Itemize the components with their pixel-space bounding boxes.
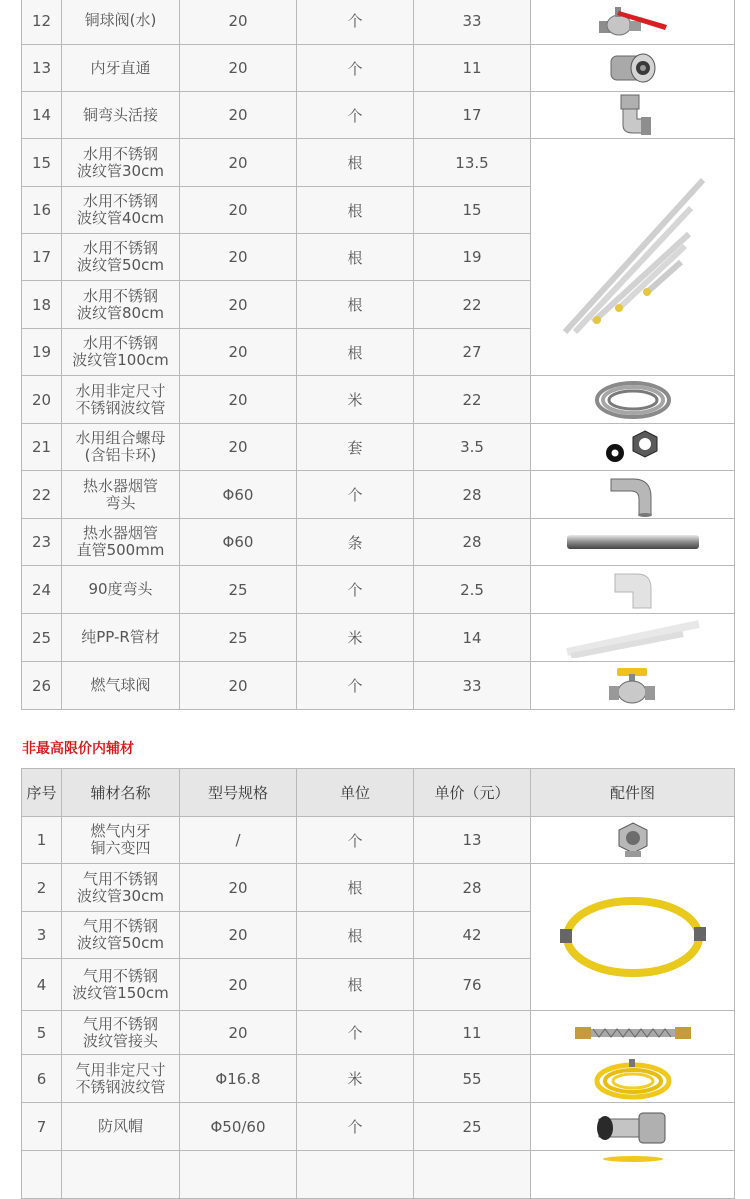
item-name-line1: 水用非定尺寸 bbox=[75, 381, 166, 400]
item-name-line2: (含铝卡环) bbox=[84, 446, 157, 464]
item-name-line1: 热水器烟管 bbox=[82, 476, 158, 495]
non-price-capped-table bbox=[21, 768, 735, 1199]
item-image bbox=[531, 662, 735, 710]
item-spec: 20 bbox=[180, 329, 297, 376]
item-image bbox=[531, 45, 735, 92]
item-unit: 个 bbox=[297, 45, 414, 92]
item-price: 28 bbox=[414, 519, 531, 566]
item-name: 铜弯头活接 bbox=[62, 92, 180, 139]
item-price: 22 bbox=[414, 281, 531, 329]
item-price: 55 bbox=[414, 1055, 531, 1103]
item-image bbox=[531, 376, 735, 424]
item-spec: Φ16.8 bbox=[180, 1055, 297, 1103]
row-number: 7 bbox=[22, 1103, 62, 1151]
row-number: 21 bbox=[22, 424, 62, 471]
female-straight-coupling-icon bbox=[605, 48, 661, 88]
item-unit: 根 bbox=[297, 329, 414, 376]
row-number: 5 bbox=[22, 1011, 62, 1055]
item-name-line1: 水用不锈钢 bbox=[82, 334, 158, 352]
item-unit: 条 bbox=[297, 519, 414, 566]
item-name: 纯PP-R管材 bbox=[62, 614, 180, 662]
item-image bbox=[531, 1151, 735, 1199]
item-name-line1: 气用不锈钢 bbox=[82, 917, 158, 935]
item-name: 内牙直通 bbox=[62, 45, 180, 92]
item-name bbox=[62, 864, 180, 912]
item-price: 13.5 bbox=[414, 139, 531, 187]
item-image bbox=[531, 614, 735, 662]
corrugated-pipes-icon bbox=[553, 172, 713, 342]
row-number: 4 bbox=[22, 959, 62, 1011]
item-spec: Φ50/60 bbox=[180, 1103, 297, 1151]
item-name-line1: 气用不锈钢 bbox=[82, 869, 158, 888]
item-unit: 个 bbox=[297, 1011, 414, 1055]
item-name bbox=[62, 1011, 180, 1055]
item-spec: 20 bbox=[180, 864, 297, 912]
item-spec: Φ60 bbox=[180, 471, 297, 519]
item-name bbox=[62, 519, 180, 566]
item-name-line2: 铜六变四 bbox=[90, 839, 151, 857]
table-row bbox=[22, 566, 735, 614]
item-name-line2: 弯头 bbox=[105, 493, 136, 512]
table-row bbox=[22, 614, 735, 662]
item-unit: 根 bbox=[297, 139, 414, 187]
item-name-line2: 波纹管100cm bbox=[72, 351, 169, 369]
item-name-line1: 气用不锈钢 bbox=[82, 966, 158, 985]
item-image bbox=[531, 519, 735, 566]
col-header-image: 配件图 bbox=[531, 769, 735, 817]
item-spec: 20 bbox=[180, 959, 297, 1011]
row-number: 25 bbox=[22, 614, 62, 662]
item-price: 27 bbox=[414, 329, 531, 376]
item-name-line1: 热水器烟管 bbox=[82, 524, 158, 542]
item-name-line2: 波纹管40cm bbox=[77, 209, 164, 227]
item-name-line1: 气用不锈钢 bbox=[82, 1014, 158, 1033]
item-image bbox=[531, 471, 735, 519]
item-unit: 根 bbox=[297, 959, 414, 1011]
item-image bbox=[531, 0, 735, 45]
col-header-name: 辅材名称 bbox=[62, 769, 180, 817]
row-number: 22 bbox=[22, 471, 62, 519]
col-header-spec: 型号规格 bbox=[180, 769, 297, 817]
section-title: 非最高限价内辅材 bbox=[22, 741, 134, 757]
item-price: 13 bbox=[414, 817, 531, 864]
item-name: 燃气球阀 bbox=[62, 662, 180, 710]
item-name-line2: 波纹管30cm bbox=[77, 161, 164, 180]
item-name-line2: 波纹管80cm bbox=[77, 303, 164, 322]
item-price: 28 bbox=[414, 471, 531, 519]
item-name-line1: 水用不锈钢 bbox=[82, 192, 158, 210]
item-spec: 20 bbox=[180, 662, 297, 710]
item-unit: 米 bbox=[297, 376, 414, 424]
item-unit: 个 bbox=[297, 1103, 414, 1151]
col-header-price: 单价（元） bbox=[414, 769, 531, 817]
item-name bbox=[62, 1151, 180, 1199]
item-name-line2: 不锈钢波纹管 bbox=[75, 1077, 166, 1096]
item-name-line2: 不锈钢波纹管 bbox=[75, 398, 166, 417]
item-unit: 个 bbox=[297, 0, 414, 45]
item-price: 42 bbox=[414, 912, 531, 959]
item-name bbox=[62, 912, 180, 959]
item-unit: 根 bbox=[297, 281, 414, 329]
item-spec: 20 bbox=[180, 424, 297, 471]
item-price: 28 bbox=[414, 864, 531, 912]
item-image bbox=[531, 1011, 735, 1055]
item-name bbox=[62, 959, 180, 1011]
row-number: 6 bbox=[22, 1055, 62, 1103]
item-name-line1: 燃气内牙 bbox=[90, 822, 151, 840]
item-unit: 个 bbox=[297, 92, 414, 139]
item-name bbox=[62, 471, 180, 519]
item-image bbox=[531, 424, 735, 471]
item-name-line1: 水用不锈钢 bbox=[82, 286, 158, 305]
table-row bbox=[22, 376, 735, 424]
table-row bbox=[22, 45, 735, 92]
item-image bbox=[531, 1103, 735, 1151]
item-name-line1: 水用不锈钢 bbox=[82, 144, 158, 163]
item-price: 25 bbox=[414, 1103, 531, 1151]
item-price: 15 bbox=[414, 187, 531, 234]
item-price bbox=[414, 1151, 531, 1199]
table-row bbox=[22, 817, 735, 864]
item-name: 铜球阀(水) bbox=[62, 0, 180, 45]
item-price: 3.5 bbox=[414, 424, 531, 471]
item-image bbox=[531, 817, 735, 864]
item-spec: 20 bbox=[180, 281, 297, 329]
table-row bbox=[22, 1011, 735, 1055]
item-price: 17 bbox=[414, 92, 531, 139]
row-number: 23 bbox=[22, 519, 62, 566]
item-price: 33 bbox=[414, 662, 531, 710]
item-spec: 25 bbox=[180, 614, 297, 662]
row-number: 18 bbox=[22, 281, 62, 329]
table-row bbox=[22, 471, 735, 519]
item-price: 33 bbox=[414, 0, 531, 45]
item-price: 11 bbox=[414, 45, 531, 92]
item-spec: 20 bbox=[180, 0, 297, 45]
table-row-partial bbox=[22, 1151, 735, 1199]
item-name bbox=[62, 281, 180, 329]
item-price: 14 bbox=[414, 614, 531, 662]
coiled-stainless-hose-icon bbox=[591, 378, 675, 422]
item-name bbox=[62, 329, 180, 376]
row-number: 19 bbox=[22, 329, 62, 376]
nut-and-ring-icon bbox=[601, 427, 665, 467]
item-spec: 20 bbox=[180, 376, 297, 424]
copper-elbow-union-icon bbox=[611, 93, 655, 137]
item-spec: 20 bbox=[180, 912, 297, 959]
item-price: 19 bbox=[414, 234, 531, 281]
item-unit: 个 bbox=[297, 471, 414, 519]
item-price: 76 bbox=[414, 959, 531, 1011]
row-number: 14 bbox=[22, 92, 62, 139]
item-unit: 根 bbox=[297, 912, 414, 959]
table-row bbox=[22, 424, 735, 471]
item-spec bbox=[180, 1151, 297, 1199]
hex-adapter-icon bbox=[613, 821, 653, 859]
item-image bbox=[531, 566, 735, 614]
accessory-price-table bbox=[21, 0, 735, 710]
gas-ball-valve-icon bbox=[607, 666, 659, 706]
table-row bbox=[22, 864, 735, 912]
item-spec: 25 bbox=[180, 566, 297, 614]
item-name-line1: 水用不锈钢 bbox=[82, 239, 158, 257]
item-name: 90度弯头 bbox=[62, 566, 180, 614]
item-spec: Φ60 bbox=[180, 519, 297, 566]
item-unit bbox=[297, 1151, 414, 1199]
flue-straight-pipe-icon bbox=[565, 532, 701, 552]
windproof-cap-icon bbox=[593, 1107, 673, 1147]
item-unit: 个 bbox=[297, 566, 414, 614]
item-unit: 根 bbox=[297, 864, 414, 912]
table-row bbox=[22, 1103, 735, 1151]
item-unit: 套 bbox=[297, 424, 414, 471]
row-number: 2 bbox=[22, 864, 62, 912]
item-image-merged bbox=[531, 864, 735, 1011]
item-spec: / bbox=[180, 817, 297, 864]
item-spec: 20 bbox=[180, 1011, 297, 1055]
item-name bbox=[62, 139, 180, 187]
row-number: 13 bbox=[22, 45, 62, 92]
copper-ball-valve-icon bbox=[593, 3, 673, 39]
row-number: 15 bbox=[22, 139, 62, 187]
row-number: 1 bbox=[22, 817, 62, 864]
row-number: 16 bbox=[22, 187, 62, 234]
item-unit: 根 bbox=[297, 234, 414, 281]
ppr-elbow-icon bbox=[611, 570, 655, 610]
item-name-line2: 波纹管150cm bbox=[72, 983, 169, 1002]
item-name-line2: 直管500mm bbox=[76, 541, 165, 559]
row-number: 17 bbox=[22, 234, 62, 281]
table-header-row bbox=[22, 769, 735, 817]
item-name-line2: 波纹管50cm bbox=[77, 934, 164, 952]
item-name-line2: 波纹管接头 bbox=[82, 1031, 158, 1050]
col-header-unit: 单位 bbox=[297, 769, 414, 817]
item-price: 22 bbox=[414, 376, 531, 424]
ppr-pipe-icon bbox=[563, 618, 703, 658]
item-unit: 个 bbox=[297, 817, 414, 864]
yellow-gas-hose-icon bbox=[558, 887, 708, 987]
item-image bbox=[531, 1055, 735, 1103]
item-unit: 米 bbox=[297, 1055, 414, 1103]
item-name: 防风帽 bbox=[62, 1103, 180, 1151]
corrugated-connector-icon bbox=[573, 1023, 693, 1043]
item-name-line1: 水用组合螺母 bbox=[75, 429, 166, 447]
item-spec: 20 bbox=[180, 139, 297, 187]
table-row bbox=[22, 1055, 735, 1103]
row-number: 26 bbox=[22, 662, 62, 710]
item-name bbox=[62, 187, 180, 234]
item-name bbox=[62, 376, 180, 424]
row-number: 20 bbox=[22, 376, 62, 424]
table-row bbox=[22, 662, 735, 710]
item-unit: 米 bbox=[297, 614, 414, 662]
item-spec: 20 bbox=[180, 45, 297, 92]
item-unit: 个 bbox=[297, 662, 414, 710]
item-spec: 20 bbox=[180, 187, 297, 234]
item-spec: 20 bbox=[180, 92, 297, 139]
flue-elbow-icon bbox=[607, 473, 659, 517]
col-header-no: 序号 bbox=[22, 769, 62, 817]
table-row bbox=[22, 92, 735, 139]
item-name bbox=[62, 1055, 180, 1103]
item-name bbox=[62, 234, 180, 281]
item-name bbox=[62, 424, 180, 471]
item-name-line2: 波纹管50cm bbox=[77, 256, 164, 274]
item-name-line1: 气用非定尺寸 bbox=[75, 1060, 166, 1079]
item-price: 2.5 bbox=[414, 566, 531, 614]
item-spec: 20 bbox=[180, 234, 297, 281]
item-name bbox=[62, 817, 180, 864]
row-number: 12 bbox=[22, 0, 62, 45]
item-image bbox=[531, 92, 735, 139]
table-row bbox=[22, 0, 735, 45]
yellow-coil-hose-icon bbox=[591, 1057, 675, 1101]
table-row bbox=[22, 139, 735, 187]
row-number bbox=[22, 1151, 62, 1199]
item-name-line2: 波纹管30cm bbox=[77, 886, 164, 905]
item-unit: 根 bbox=[297, 187, 414, 234]
item-image-merged bbox=[531, 139, 735, 376]
row-number: 3 bbox=[22, 912, 62, 959]
table-row bbox=[22, 519, 735, 566]
item-price: 11 bbox=[414, 1011, 531, 1055]
row-number: 24 bbox=[22, 566, 62, 614]
